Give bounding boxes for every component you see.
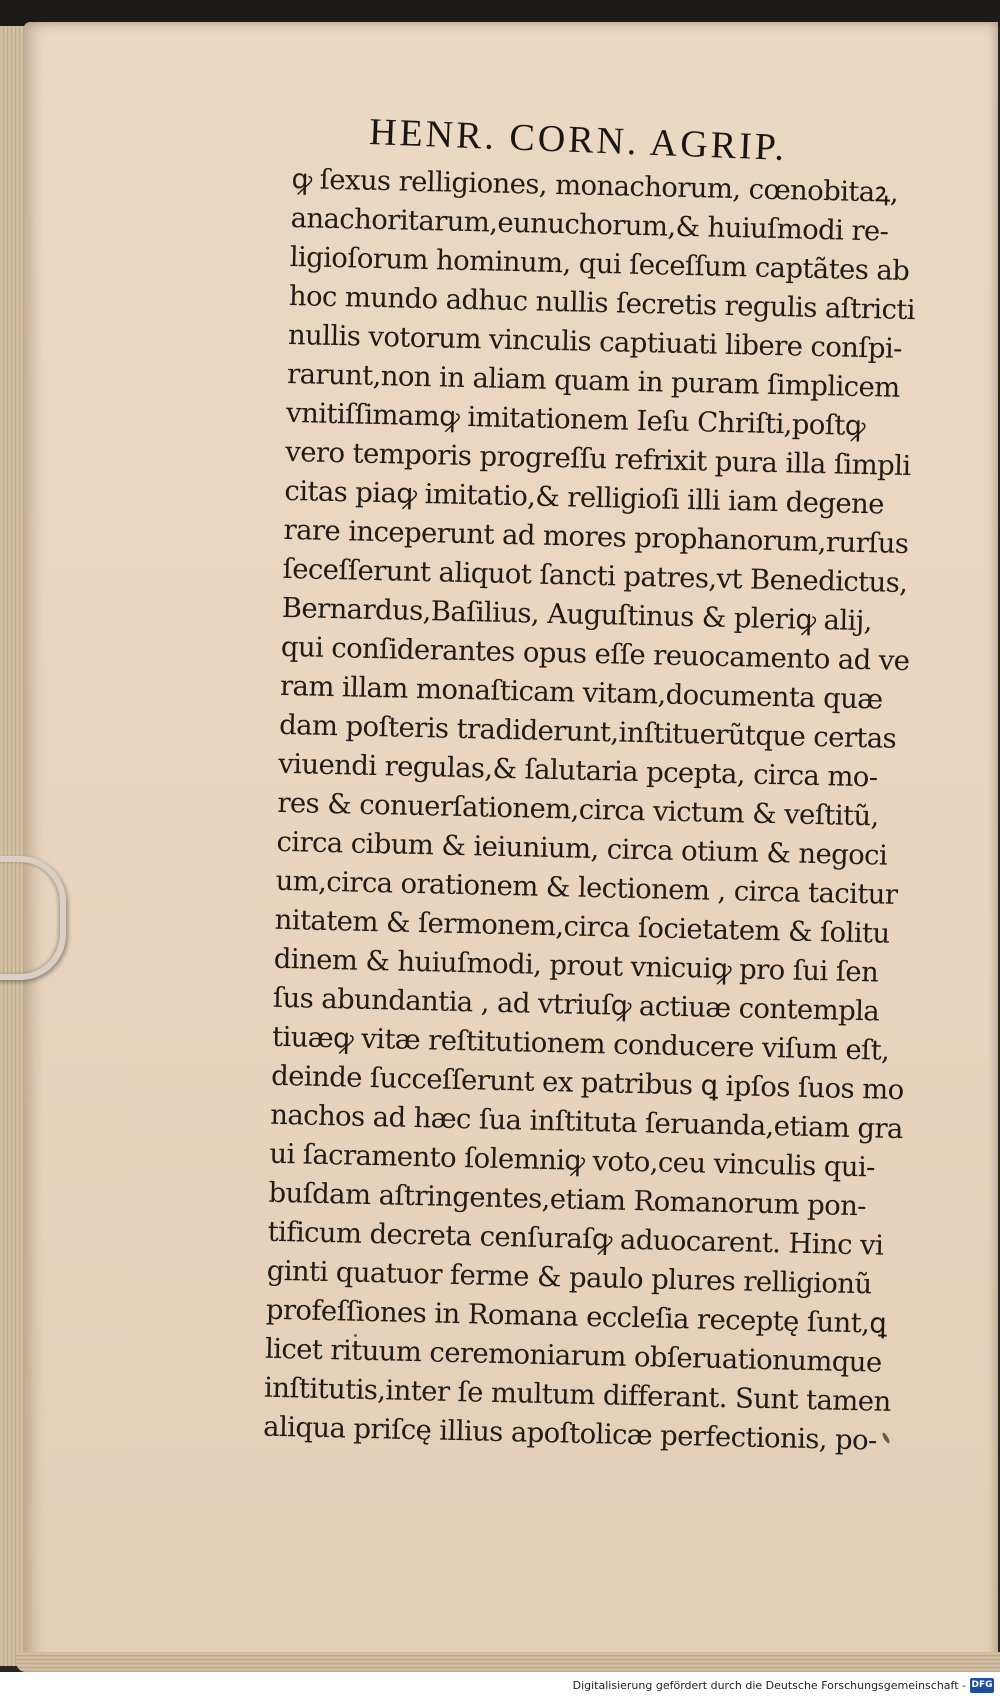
text-line: nachos ad hæc ſua inſtituta ſeruanda,etiam gra: [269, 1098, 904, 1146]
text-line: qui conſiderantes opus eſſe reuocamento ad ve: [280, 630, 910, 678]
text-line: res & conuerſationem,circa victum & veſtitũ,: [277, 786, 880, 833]
text-line: ram illam monaſticam vitam,documenta quæ: [279, 669, 883, 716]
text-line: licet rituum ceremoniarum obſeruationumque: [264, 1332, 882, 1379]
text-line: um,circa orationem & lectionem , circa tacitur: [275, 864, 898, 911]
text-line: ginti quatuor ferme & paulo plures relligionũ: [266, 1254, 872, 1301]
text-line: profeſſiones in Romana eccleſia receptę ſunt,ꝗ: [265, 1293, 887, 1340]
text-line: ligioſorum hominum, qui ſeceſſum captãtes ab: [289, 240, 910, 288]
text-line: anachoritarum,eunuchorum,& huiuſmodi re-: [290, 201, 889, 248]
book-clasp: [0, 856, 66, 980]
body-text: [263, 160, 976, 1462]
text-line: circa cibum & ieiunium, circa otium & negoci: [276, 825, 888, 872]
text-line: vero temporis progreſſu refrixit pura illa ſimpli: [285, 435, 911, 483]
text-line: ꝙ ſexus relligiones, monachorum, cœnobitaꝝ,: [291, 162, 899, 209]
text-line: ſeceſſerunt aliquot ſancti patres,vt Benedictus,: [282, 552, 908, 600]
book-bottom-edges: [16, 1652, 1000, 1672]
text-line: citas piaꝙ imitatio,& relligioſi illi iam degene: [284, 474, 885, 521]
dfg-logo-badge[interactable]: DFG: [970, 1678, 994, 1693]
running-head: HENR. CORN. AGRIP.: [368, 110, 788, 170]
text-line: ui ſacramento ſolemniꝙ voto,ceu vinculis qui-: [269, 1137, 876, 1184]
text-line: rarunt,non in aliam quam in puram ſimplicem: [286, 357, 901, 404]
text-line: nullis votorum vinculis captiuati libere conſpi-: [287, 318, 903, 365]
text-line: vnitiſſimamꝙ imitationem Ieſu Chriſti,poſtꝙ: [285, 396, 866, 443]
text-line: dam poſteris tradiderunt,inſtituerũtque certas: [278, 708, 897, 755]
text-line: deinde ſucceſſerunt ex patribus ꝗ ipſos ſuos mo: [270, 1059, 904, 1107]
text-line: ſus abundantia , ad vtriuſꝙ actiuæ contempla: [272, 981, 880, 1028]
funding-note: Digitalisierung gefördert durch die Deutsche Forschungsgemeinschaft -: [572, 1679, 966, 1692]
text-line: buſdam aſtringentes,etiam Romanorum pon-: [268, 1176, 867, 1223]
text-line: aliqua priſcę illius apoſtolicæ perfectionis, po-: [262, 1410, 878, 1457]
text-line: hoc mundo adhuc nullis ſecretis regulis aſtricti: [288, 279, 916, 327]
text-line: Bernardus,Baſilius, Auguſtinus & pleriꝙ alij,: [281, 591, 873, 638]
text-line: rare inceperunt ad mores prophanorum,rurſus: [283, 513, 909, 561]
text-line: dinem & huiuſmodi, prout vnicuiꝙ pro ſui ſen: [273, 942, 879, 989]
text-line: inſtitutis,inter ſe multum differant. Sunt tamen: [263, 1371, 891, 1418]
text-line: tiuæꝙ vitæ reſtitutionem conducere viſum eſt,: [271, 1020, 890, 1067]
text-line: tificum decreta cenſuraſꝙ aduocarent. Hinc vi: [267, 1215, 884, 1262]
text-line: nitatem & ſermonem,circa ſocietatem & ſolitu: [274, 903, 890, 950]
digitization-footer: [0, 1672, 1000, 1703]
text-line: viuendi regulas,& ſalutaria pcepta, circa mo-: [277, 747, 878, 794]
